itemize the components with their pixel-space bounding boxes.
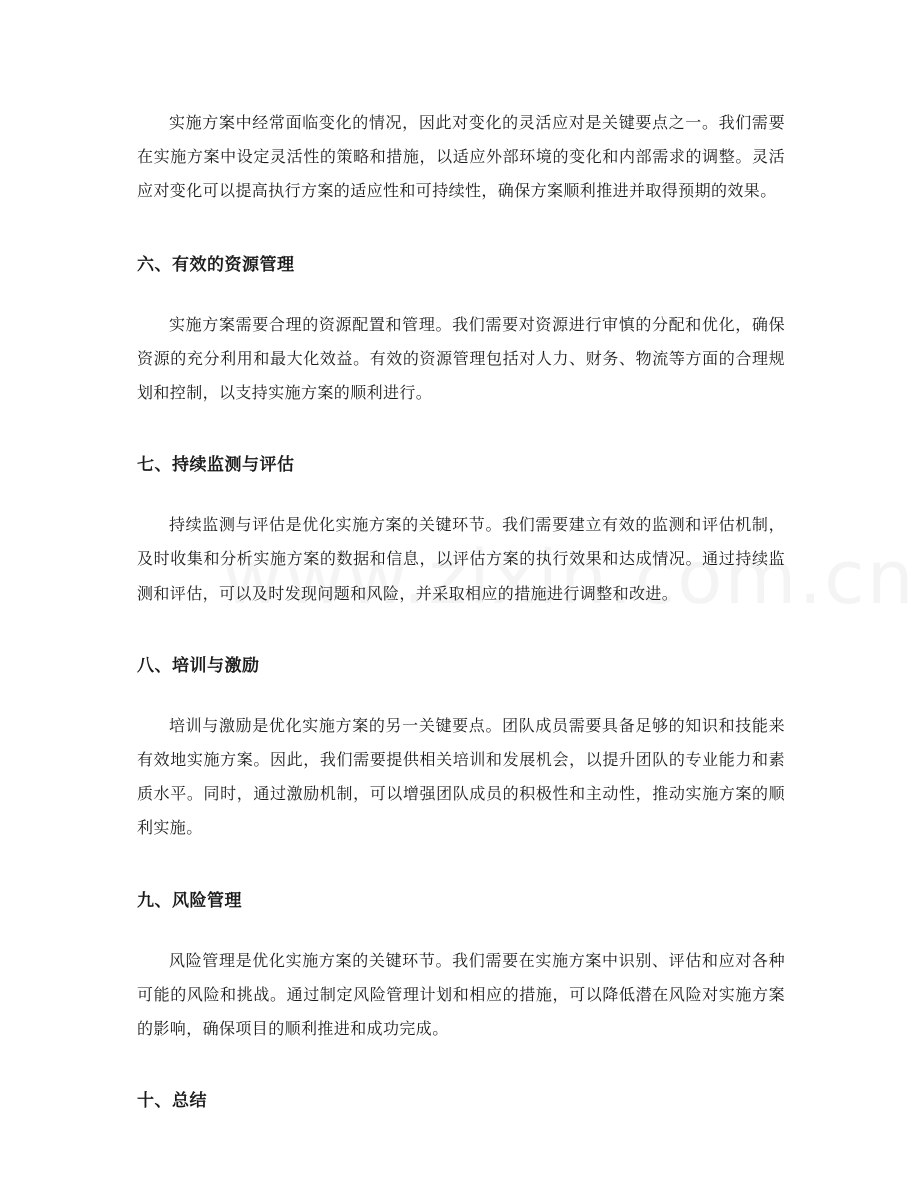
- section-heading-risk-management: 九、风险管理: [137, 890, 242, 911]
- section-paragraph-monitoring-evaluation: 持续监测与评估是优化实施方案的关键环节。我们需要建立有效的监测和评估机制，及时收集和分析实施方案的数据和信息，以评估方案的执行效果和达成情况。通过持续监测和评估，可以及时发现问题和风险，并采取相应的措施进行调整和改进。: [137, 515, 785, 603]
- section-heading-summary: 十、总结: [137, 1091, 207, 1112]
- section-paragraph-training-incentives: 培训与激励是优化实施方案的另一关键要点。团队成员需要具备足够的知识和技能来有效地实施方案。因此，我们需要提供相关培训和发展机会，以提升团队的专业能力和素质水平。同时，通过激励机制，可以增强团队成员的积极性和主动性，推动实施方案的顺利实施。: [137, 715, 785, 838]
- document-body: [137, 106, 785, 1114]
- intro-paragraph: 实施方案中经常面临变化的情况，因此对变化的灵活应对是关键要点之一。我们需要在实施方案中设定灵活性的策略和措施，以适应外部环境的变化和内部需求的调整。灵活应对变化可以提高执行方案的适应性和可持续性，确保方案顺利推进并取得预期的效果。: [137, 113, 785, 201]
- section-heading-monitoring-evaluation: 七、持续监测与评估: [137, 455, 295, 476]
- section-paragraph-resource-management: 实施方案需要合理的资源配置和管理。我们需要对资源进行审慎的分配和优化，确保资源的充分利用和最大化效益。有效的资源管理包括对人力、财务、物流等方面的合理规划和控制，以支持实施方案的顺利进行。: [137, 314, 785, 403]
- section-heading-training-incentives: 八、培训与激励: [137, 655, 260, 676]
- section-paragraph-risk-management: 风险管理是优化实施方案的关键环节。我们需要在实施方案中识别、评估和应对各种可能的风险和挑战。通过制定风险管理计划和相应的措施，可以降低潜在风险对实施方案的影响，确保项目的顺利推进和成功完成。: [137, 950, 785, 1039]
- section-heading-resource-management: 六、有效的资源管理: [137, 254, 295, 275]
